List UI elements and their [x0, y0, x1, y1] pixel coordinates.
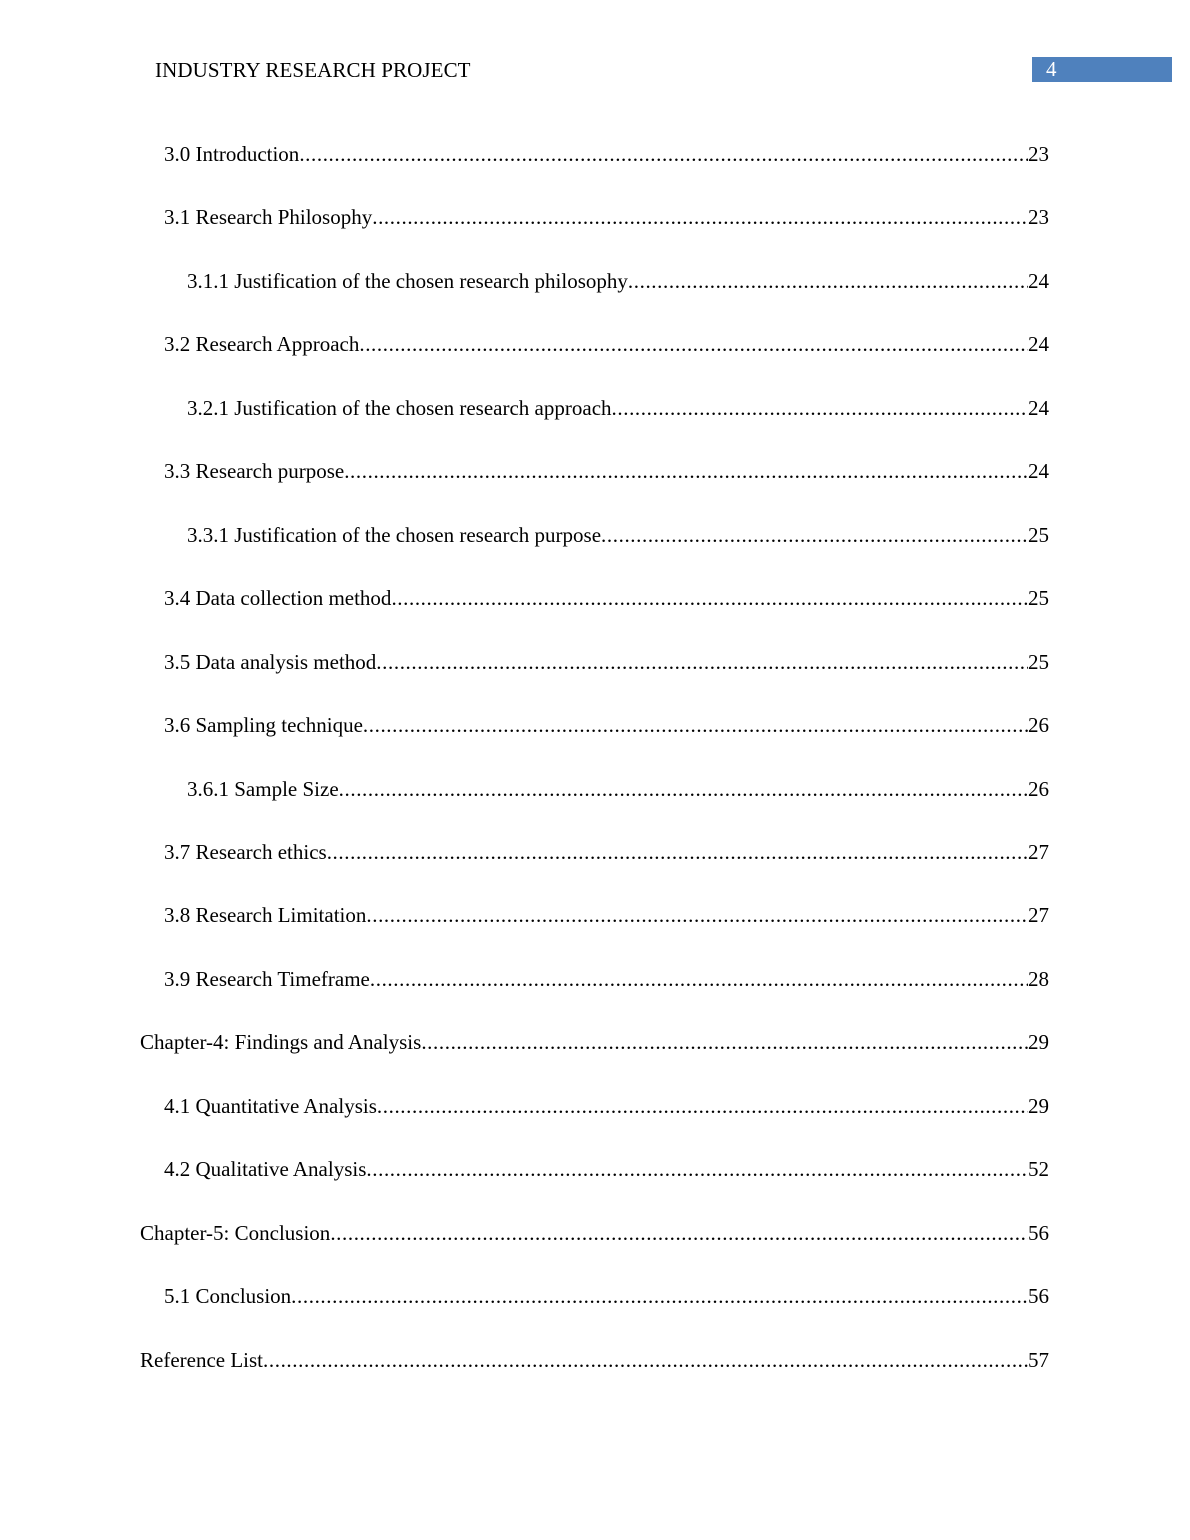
toc-entry-title: 3.1 Research Philosophy — [164, 205, 373, 229]
toc-entry-page-number: 25 — [1028, 523, 1049, 547]
toc-dot-leader — [372, 203, 1028, 231]
toc-entry-page-number: 24 — [1028, 459, 1049, 483]
toc-entry[interactable] — [164, 648, 1049, 676]
toc-entry-page-number: 23 — [1028, 142, 1049, 166]
toc-entry[interactable] — [164, 838, 1049, 866]
toc-entry[interactable] — [187, 521, 1049, 549]
toc-entry-page-number: 29 — [1028, 1094, 1049, 1118]
toc-entry-title: Chapter-4: Findings and Analysis — [140, 1030, 422, 1054]
toc-entry[interactable] — [164, 140, 1049, 168]
toc-entry[interactable] — [164, 330, 1049, 358]
toc-entry-title: 3.1.1 Justification of the chosen research philosophy — [187, 269, 628, 293]
toc-entry-title: 3.8 Research Limitation — [164, 903, 367, 927]
toc-dot-leader — [391, 584, 1028, 612]
toc-entry-page-number: 27 — [1028, 840, 1049, 864]
toc-entry-title: 3.6 Sampling technique — [164, 713, 363, 737]
toc-entry[interactable] — [187, 775, 1049, 803]
toc-entry-title: 3.5 Data analysis method — [164, 650, 377, 674]
toc-entry-page-number: 57 — [1028, 1348, 1049, 1372]
toc-entry-page-number: 56 — [1028, 1284, 1049, 1308]
toc-entry[interactable] — [164, 203, 1049, 231]
toc-entry-page-number: 26 — [1028, 777, 1049, 801]
toc-dot-leader — [344, 457, 1028, 485]
toc-dot-leader — [628, 267, 1028, 295]
toc-entry-page-number: 52 — [1028, 1157, 1049, 1181]
toc-entry-page-number: 25 — [1028, 650, 1049, 674]
toc-dot-leader — [299, 140, 1028, 168]
toc-entry-title: 4.2 Qualitative Analysis — [164, 1157, 367, 1181]
toc-dot-leader — [291, 1282, 1028, 1310]
toc-entry[interactable] — [140, 1346, 1049, 1374]
toc-entry-title: 3.2.1 Justification of the chosen research approach — [187, 396, 612, 420]
toc-entry[interactable] — [164, 1282, 1049, 1310]
toc-entry-page-number: 23 — [1028, 205, 1049, 229]
toc-entry-title: 3.9 Research Timeframe — [164, 967, 370, 991]
toc-entry-page-number: 24 — [1028, 269, 1049, 293]
toc-entry[interactable] — [164, 584, 1049, 612]
toc-entry-title: Chapter-5: Conclusion — [140, 1221, 331, 1245]
toc-dot-leader — [421, 1028, 1028, 1056]
toc-dot-leader — [327, 838, 1028, 866]
toc-dot-leader — [339, 775, 1028, 803]
toc-entry[interactable] — [140, 1028, 1049, 1056]
toc-dot-leader — [370, 965, 1028, 993]
toc-dot-leader — [612, 394, 1028, 422]
toc-entry-page-number: 25 — [1028, 586, 1049, 610]
toc-entry-page-number: 27 — [1028, 903, 1049, 927]
toc-dot-leader — [377, 1092, 1028, 1120]
toc-entry[interactable] — [164, 711, 1049, 739]
toc-entry[interactable] — [164, 1155, 1049, 1183]
toc-entry[interactable] — [164, 965, 1049, 993]
toc-entry-page-number: 24 — [1028, 332, 1049, 356]
toc-entry-page-number: 26 — [1028, 713, 1049, 737]
toc-dot-leader — [330, 1219, 1028, 1247]
toc-entry-title: 3.3 Research purpose — [164, 459, 345, 483]
toc-entry[interactable] — [187, 394, 1049, 422]
toc-entry-title: 3.0 Introduction — [164, 142, 300, 166]
toc-dot-leader — [601, 521, 1028, 549]
toc-dot-leader — [359, 330, 1028, 358]
toc-entry-title: 3.7 Research ethics — [164, 840, 327, 864]
toc-dot-leader — [366, 1155, 1028, 1183]
toc-entry-title: 3.4 Data collection method — [164, 586, 392, 610]
toc-entry[interactable] — [164, 457, 1049, 485]
running-header-title: INDUSTRY RESEARCH PROJECT — [155, 58, 471, 82]
toc-entry-title: 3.3.1 Justification of the chosen research purpose — [187, 523, 602, 547]
toc-dot-leader — [366, 901, 1028, 929]
toc-entry-title: 3.6.1 Sample Size — [187, 777, 339, 801]
toc-entry-title: 4.1 Quantitative Analysis — [164, 1094, 377, 1118]
toc-dot-leader — [263, 1346, 1028, 1374]
toc-entry-title: 5.1 Conclusion — [164, 1284, 292, 1308]
toc-entry-title: 3.2 Research Approach — [164, 332, 360, 356]
toc-entry[interactable] — [187, 267, 1049, 295]
toc-entry-title: Reference List — [140, 1348, 264, 1372]
toc-entry-page-number: 29 — [1028, 1030, 1049, 1054]
toc-entry[interactable] — [140, 1219, 1049, 1247]
toc-entry-page-number: 56 — [1028, 1221, 1049, 1245]
toc-dot-leader — [363, 711, 1028, 739]
page-number: 4 — [1046, 57, 1057, 81]
toc-entry-page-number: 28 — [1028, 967, 1049, 991]
toc-entry[interactable] — [164, 901, 1049, 929]
toc-dot-leader — [376, 648, 1028, 676]
toc-entry[interactable] — [164, 1092, 1049, 1120]
toc-entry-page-number: 24 — [1028, 396, 1049, 420]
